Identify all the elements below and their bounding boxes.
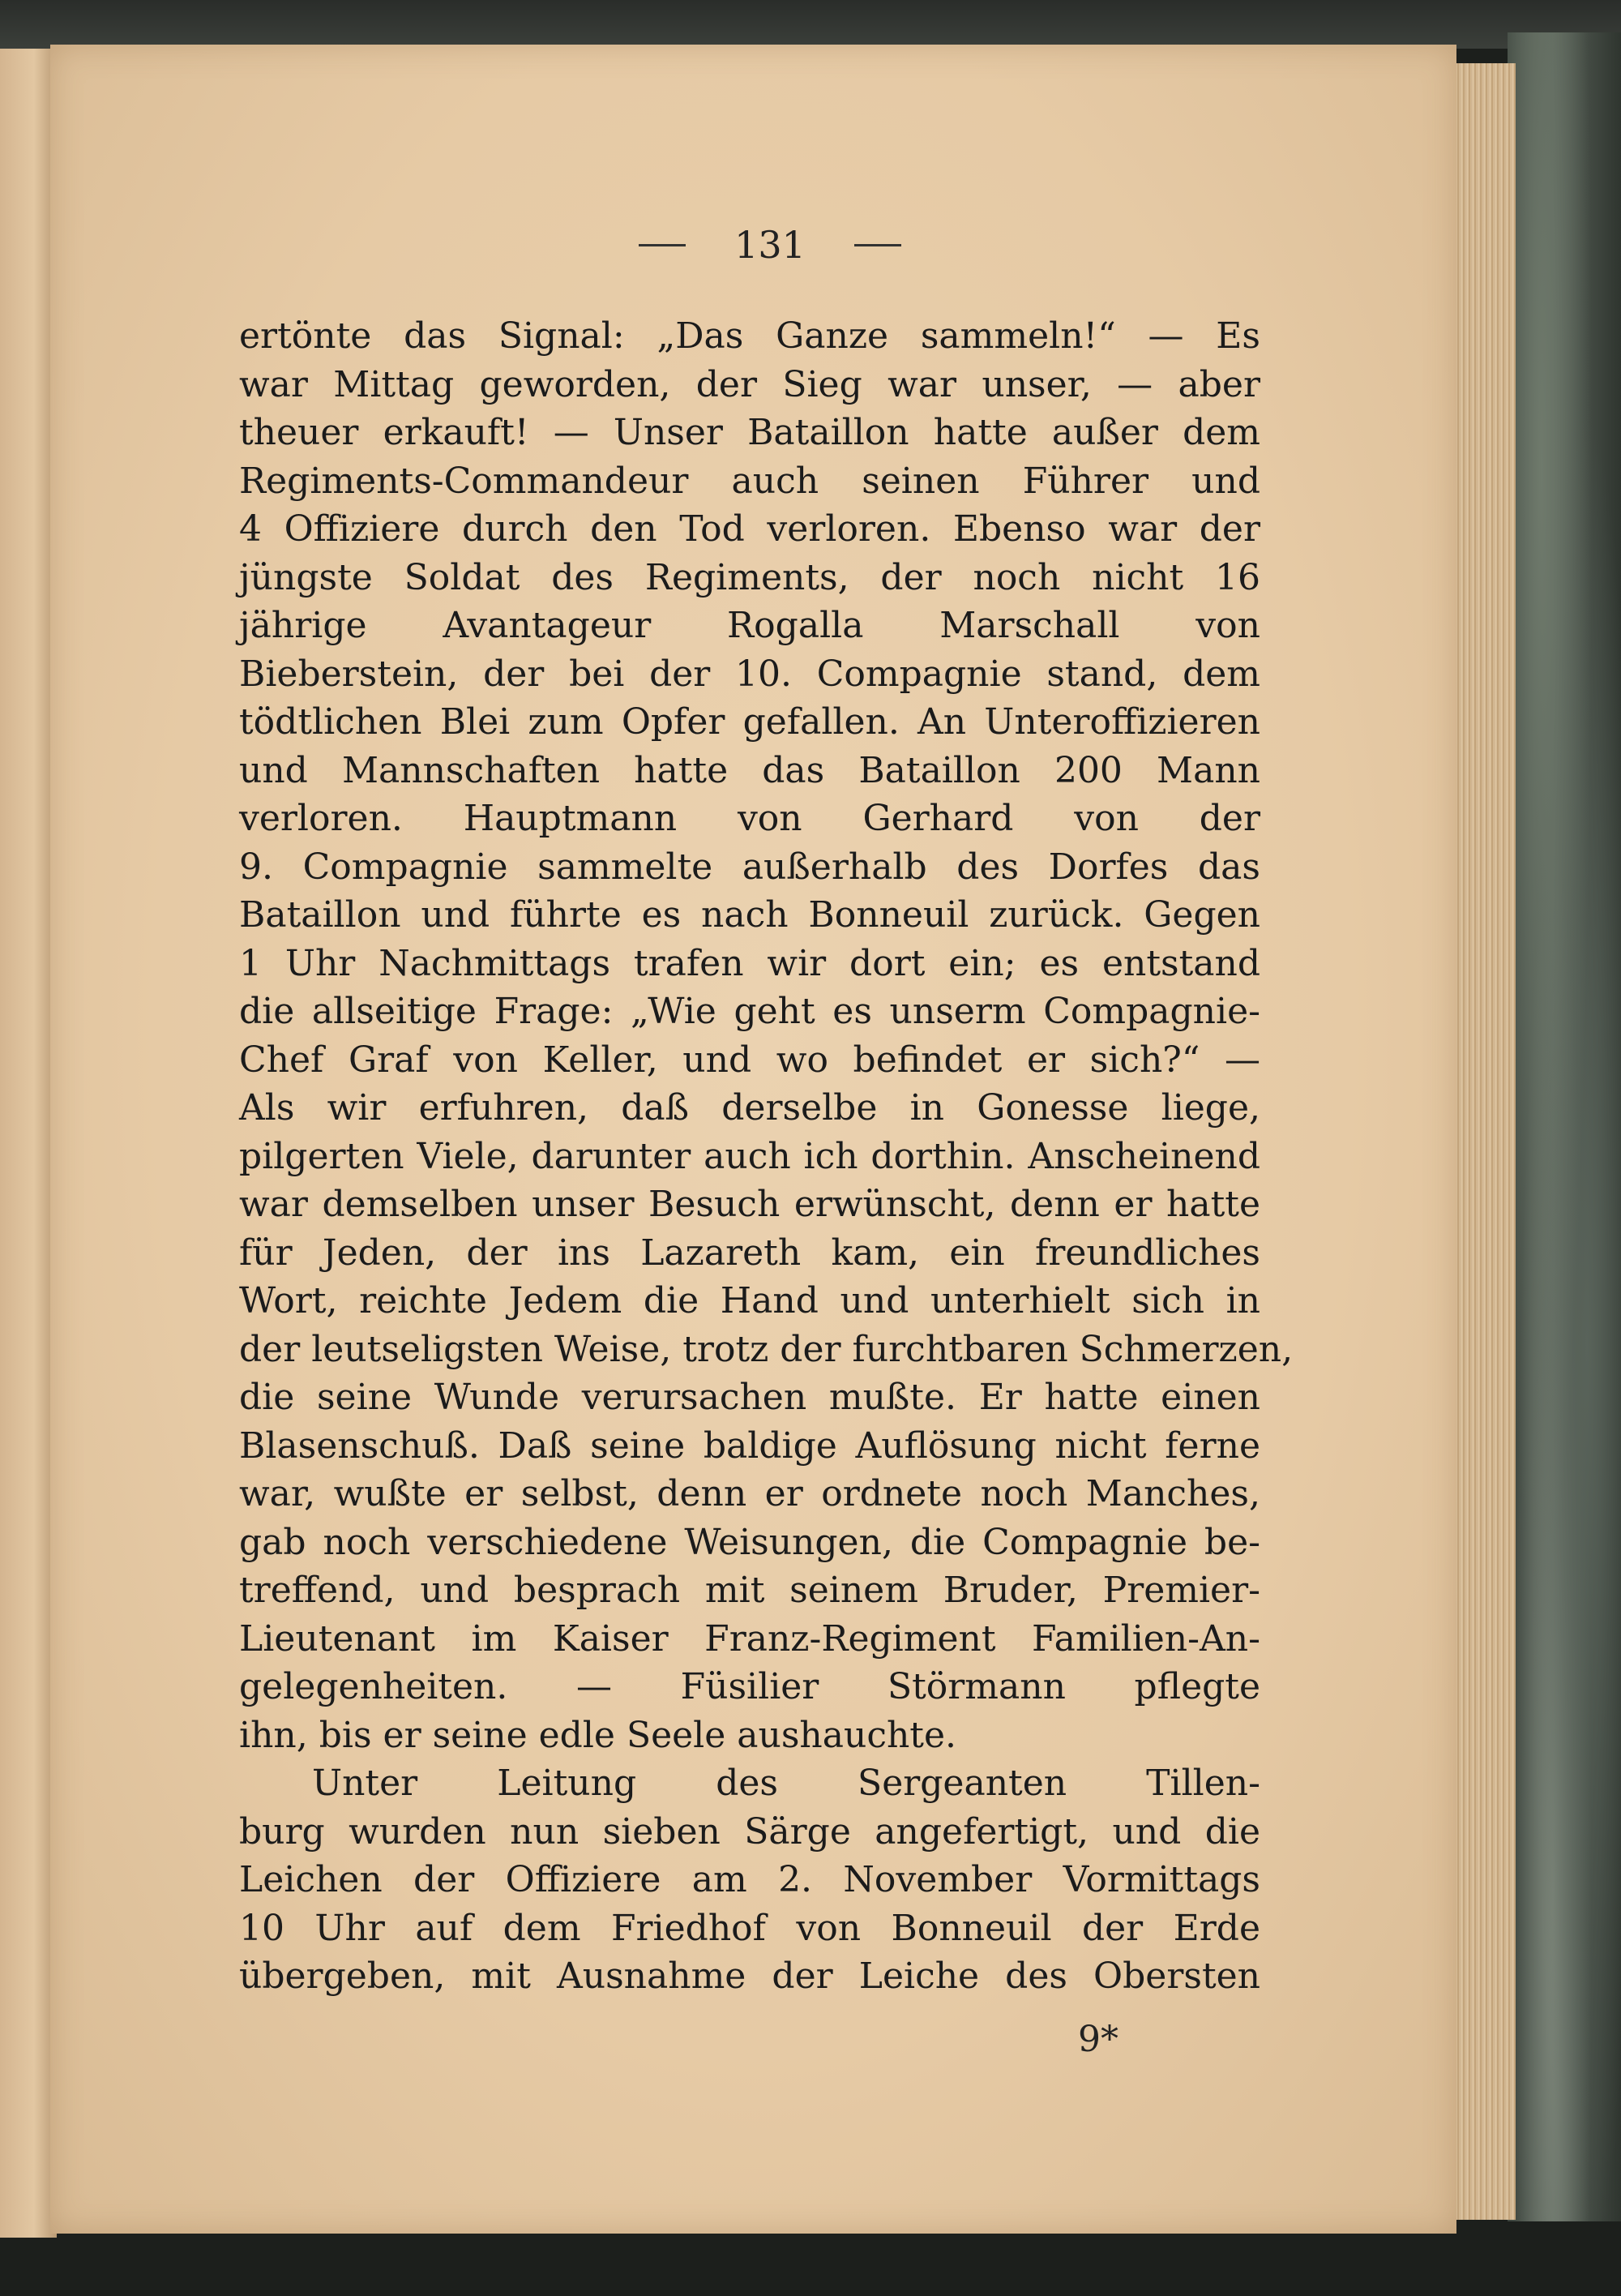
text-line: übergeben, mit Ausnahme der Leiche des Obersten [239,1955,1260,1997]
text-line: Leichen der Offiziere am 2. November Vormittags [239,1859,1260,1900]
text-line: 4 Offiziere durch den Tod verloren. Ebenso war der [239,508,1260,550]
page-header [567,212,973,277]
text-line: jüngste Soldat des Regiments, der noch nicht 16 [239,556,1260,598]
text-line: der leutseligsten Weise, trotz der furchtbaren Schmerzen, [239,1328,1294,1370]
header-dash-left [639,244,686,246]
text-line: Lieutenant im Kaiser Franz-Regiment Familien-An- [239,1617,1260,1660]
book-cover-right [1508,32,1621,2221]
signature-mark: 9* [1078,2019,1118,2060]
book-cover-top [0,0,1621,49]
text-line: 9. Compagnie sammelte außerhalb des Dorfes das [239,846,1260,888]
text-line: war Mittag geworden, der Sieg war unser, — aber [239,363,1260,405]
header-dash-right [854,244,901,246]
text-line: theuer erkauft! — Unser Bataillon hatte außer dem [239,412,1260,453]
text-line: und Mannschaften hatte das Bataillon 200 Mann [239,749,1260,791]
text-line: verloren. Hauptmann von Gerhard von der [239,798,1260,839]
text-line: Wort, reichte Jedem die Hand und unterhielt sich in [239,1280,1260,1321]
text-line: ertönte das Signal: „Das Ganze sammeln!“ — Es [239,315,1260,357]
text-line: pilgerten Viele, darunter auch ich dorthin. Anscheinend [239,1135,1260,1177]
text-line: tödtlichen Blei zum Opfer gefallen. An Unteroffizieren [239,701,1260,743]
text-line: Blasenschuß. Daß seine baldige Auflösung nicht ferne [239,1424,1260,1467]
body-text [239,312,1294,2001]
text-line: jährige Avantageur Rogalla Marschall von [239,605,1260,646]
text-line: für Jeden, der ins Lazareth kam, ein freundliches [239,1232,1260,1274]
text-line: burg wurden nun sieben Särge angefertigt, und die [239,1810,1260,1853]
left-page-edge [0,49,57,2238]
text-line: treffend, und besprach mit seinem Bruder, Premier- [239,1570,1260,1611]
page-number: 131 [734,223,806,267]
text-line: Als wir erfuhren, daß derselbe in Gonesse liege, [239,1087,1260,1129]
paragraph-start-line: Unter Leitung des Sergeanten Tillen- [312,1763,1260,1804]
text-line: Regiments-Commandeur auch seinen Führer und [239,460,1260,502]
text-line: gab noch verschiedene Weisungen, die Compagnie be- [239,1521,1260,1563]
text-line: gelegenheiten. — Füsilier Störmann pflegte [239,1666,1260,1707]
text-line: Bataillon und führte es nach Bonneuil zurück. Gegen [239,894,1260,936]
text-line: 10 Uhr auf dem Friedhof von Bonneuil der Erde [239,1907,1260,1949]
text-line: Bieberstein, der bei der 10. Compagnie stand, dem [239,653,1260,695]
paragraph-end-line: ihn, bis er seine edle Seele aushauchte. [239,1714,957,1756]
text-line: die allseitige Frage: „Wie geht es unserm Compagnie- [239,991,1260,1032]
text-line: die seine Wunde verursachen mußte. Er hatte einen [239,1377,1260,1418]
text-line: 1 Uhr Nachmittags trafen wir dort ein; es entstand [239,942,1260,984]
text-line: war demselben unser Besuch erwünscht, denn er hatte [239,1184,1260,1225]
text-line: Chef Graf von Keller, und wo befindet er sich?“ — [239,1039,1260,1081]
text-line: war, wußte er selbst, denn er ordnete noch Manches, [239,1473,1260,1514]
